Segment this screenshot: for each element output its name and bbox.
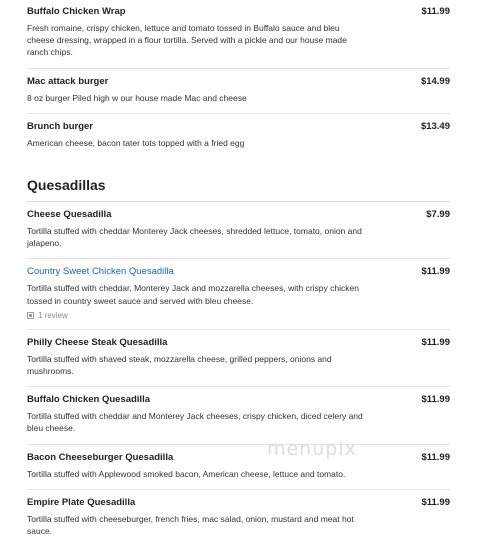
menu-item-philly-cheese-steak-quesadilla [27,330,450,387]
item-description: 8 oz burger Piled high w our house made Mac and cheese [27,92,247,103]
item-description: Tortilla stuffed with cheddar, Monterey Jack and mozzarella cheeses, with crispy chicken tossed in country sweet sauce and served with bleu cheese. [27,283,359,306]
review-icon [27,312,34,319]
item-price: $11.99 [421,6,450,17]
item-name: Buffalo Chicken Wrap [27,6,126,17]
watermark: menupix [267,438,357,460]
item-price: $11.99 [421,336,450,348]
menu-item-bacon-cheeseburger-quesadilla [27,445,450,490]
item-price: $11.99 [421,266,450,278]
item-name: Empire Plate Quesadilla [27,496,136,508]
item-description: Tortilla stuffed with cheddar Monterey Jack cheeses, shredded lettuce, tomato, onion and jalapeno. [27,226,362,249]
menu-list [27,0,450,546]
item-name: Buffalo Chicken Quesadilla [27,394,150,406]
item-description: Fresh romaine, crispy chicken, lettuce and tomato tossed in Buffalo sauce and bleu cheese dressing, wrapped in a flour tortilla. Served with a pickle and our house made ranch chips. [27,23,347,58]
item-name-link[interactable]: Country Sweet Chicken Quesadilla [27,266,174,278]
item-price: $11.99 [421,451,450,463]
item-description: Tortilla stuffed with cheddar and Monterey Jack cheeses, crispy chicken, diced celery and bleu cheese. [27,411,363,434]
item-price: $11.99 [421,394,450,406]
review-link[interactable] [27,311,450,320]
item-description: Tortilla stuffed with shaved steak, mozzarella cheese, grilled peppers, onions and mushrooms. [27,353,332,377]
menu-item-mac-attack-burger [27,69,450,114]
item-price: $11.99 [421,496,450,508]
item-name: Bacon Cheeseburger Quesadilla [27,451,174,463]
menu-item-cheese-quesadilla [27,202,450,259]
item-name: Philly Cheese Steak Quesadilla [27,336,168,348]
menu-item-brunch-burger [27,114,450,158]
item-price: $14.99 [420,75,450,87]
section-header [27,158,450,202]
section-title: Quesadillas [27,176,106,193]
review-count: 1 review [38,310,68,320]
item-name: Mac attack burger [27,75,109,87]
item-name: Cheese Quesadilla [27,209,112,221]
menu-item-empire-plate-quesadilla [27,490,450,546]
item-price: $13.49 [420,120,450,132]
item-name: Brunch burger [27,120,93,132]
item-description: American cheese, bacon tater tots topped with a fried egg [27,137,245,148]
item-description: Tortilla stuffed with Applewood smoked bacon, American cheese, lettuce and tomato. [27,468,346,479]
menu-item-buffalo-chicken-quesadilla [27,387,450,444]
menu-item-country-sweet-chicken-quesadilla [27,259,450,329]
item-description: Tortilla stuffed with cheeseburger, french fries, mac salad, onion, mustard and meat hot sauce. [27,513,354,537]
menu-item-buffalo-chicken-wrap [27,0,450,69]
item-price: $7.99 [426,209,450,221]
